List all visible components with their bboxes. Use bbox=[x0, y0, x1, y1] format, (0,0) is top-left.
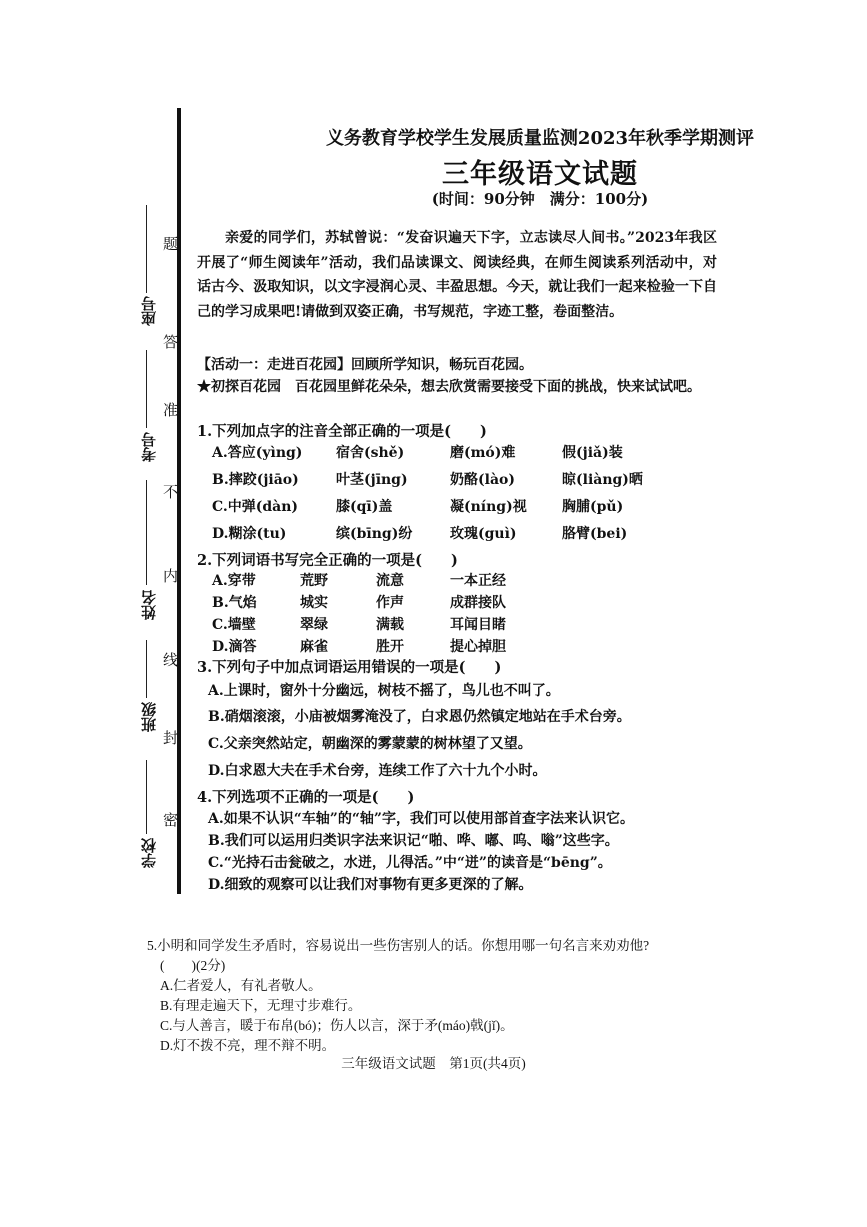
option-item: 假(jiǎ)装 bbox=[562, 445, 623, 461]
question-5-option-a: A.仁者爱人，有礼者敬人。 bbox=[160, 978, 322, 993]
option-item: 磨(mó)难 bbox=[450, 445, 516, 461]
exam-number-field[interactable] bbox=[146, 350, 147, 428]
option-item: 宿舍(shě) bbox=[336, 445, 405, 461]
school-field[interactable] bbox=[146, 760, 147, 834]
option-item: 成群接队 bbox=[450, 595, 506, 611]
option-item: 流意 bbox=[376, 573, 404, 589]
question-3-option-b: B.硝烟滚滚，小庙被烟雾淹没了，白求恩仍然镇定地站在手术台旁。 bbox=[208, 709, 631, 725]
question-4-option-a: A.如果不认识“车轴”的“轴”字，我们可以使用部首查字法来认识它。 bbox=[208, 811, 634, 827]
option-item: D.滴答 bbox=[212, 639, 257, 655]
question-4-option-c: C.“光持石击瓮破之，水迸，儿得活。”中“迸”的读音是“bēng”。 bbox=[208, 855, 612, 871]
option-item: A.穿带 bbox=[212, 573, 256, 589]
exam-time-score: (时间：90分钟 满分：100分) bbox=[431, 190, 649, 208]
class-label: 班级 bbox=[140, 702, 158, 732]
seal-token: 内 bbox=[161, 568, 179, 583]
activity-title: 【活动一：走进百花园】回顾所学知识，畅玩百花园。 bbox=[197, 357, 533, 373]
option-item: D.糊涂(tu) bbox=[212, 526, 287, 542]
activity-explore: ★初探百花园 百花园里鲜花朵朵，想去欣赏需要接受下面的挑战，快来试试吧。 bbox=[197, 379, 701, 395]
question-3-stem: 3.下列句子中加点词语运用错误的一项是( ) bbox=[197, 659, 502, 676]
seal-token: 不 bbox=[161, 484, 179, 499]
option-item: B.摔跤(jiāo) bbox=[212, 472, 299, 488]
option-item: 奶酪(lào) bbox=[450, 472, 515, 488]
option-item: 提心掉胆 bbox=[450, 639, 506, 655]
seal-token: 准 bbox=[161, 402, 179, 417]
seal-token: 答 bbox=[161, 334, 179, 349]
option-item: 晾(liàng)晒 bbox=[562, 472, 643, 488]
question-4-option-d: D.细致的观察可以让我们对事物有更多更深的了解。 bbox=[208, 877, 533, 893]
option-item: 叶茎(jīng) bbox=[336, 472, 408, 488]
option-item: A.答应(yìng) bbox=[212, 445, 303, 461]
option-item: 膝(qī)盖 bbox=[336, 499, 393, 515]
question-5-option-d: D.灯不拨不亮，理不辩不明。 bbox=[160, 1038, 336, 1053]
exam-series-title: 义务教育学校学生发展质量监测2023年秋季学期测评 bbox=[325, 128, 755, 149]
option-item: C.中弹(dàn) bbox=[212, 499, 299, 515]
option-item: 荒野 bbox=[300, 573, 328, 589]
exam-title: 三年级语文试题 bbox=[442, 159, 638, 190]
option-item: 耳闻目睹 bbox=[450, 617, 506, 633]
intro-paragraph: 亲爱的同学们，苏轼曾说：“发奋识遍天下字，立志读尽人间书。”2023年我区开展了“师生阅读年”活动，我们品读课文、阅读经典，在师生阅读系列活动中，对话古今、汲取知识，以文字浸润心灵、丰盈思想。今天，就让我们一起来检验一下自己的学习成果吧!请做到双姿正确，书写规范，字迹工整，卷面整洁。 bbox=[197, 230, 717, 320]
option-item: 胸脯(pǔ) bbox=[562, 499, 624, 515]
question-4-option-b: B.我们可以运用归类识字法来识记“啪、哗、嘟、呜、嗡”这些字。 bbox=[208, 833, 619, 849]
seal-token: 封 bbox=[161, 730, 179, 745]
question-5-stem: 5.小明和同学发生矛盾时，容易说出一些伤害别人的话。你想用哪一句名言来劝劝他? bbox=[147, 938, 650, 953]
question-1-stem: 1.下列加点字的注音全部正确的一项是( ) bbox=[197, 423, 487, 440]
option-item: 玫瑰(guì) bbox=[450, 526, 517, 542]
question-2-stem: 2.下列词语书写完全正确的一项是( ) bbox=[197, 552, 458, 569]
school-label: 学校 bbox=[140, 838, 158, 868]
question-5-option-b: B.有理走遍天下，无理寸步难行。 bbox=[160, 998, 362, 1013]
seat-number-label: 座号 bbox=[140, 296, 158, 326]
option-item: 作声 bbox=[376, 595, 404, 611]
seal-token: 线 bbox=[161, 652, 179, 667]
option-item: 胳臂(bei) bbox=[562, 526, 628, 542]
seat-number-field[interactable] bbox=[146, 205, 147, 293]
option-item: 凝(níng)视 bbox=[450, 499, 527, 515]
question-3-option-a: A.上课时，窗外十分幽远，树枝不摇了，鸟儿也不叫了。 bbox=[208, 683, 560, 699]
question-5-score: ( )(2分) bbox=[160, 958, 226, 973]
option-item: 一本正经 bbox=[450, 573, 506, 589]
question-4-stem: 4.下列选项不正确的一项是( ) bbox=[197, 789, 415, 806]
option-item: 缤(bīng)纷 bbox=[336, 526, 413, 542]
option-item: B.气焰 bbox=[212, 595, 257, 611]
option-item: C.墙壁 bbox=[212, 617, 256, 633]
seal-token: 题 bbox=[161, 236, 179, 251]
option-item: 翠绿 bbox=[300, 617, 328, 633]
name-label: 姓名 bbox=[140, 590, 158, 620]
option-item: 城实 bbox=[300, 595, 328, 611]
option-item: 满载 bbox=[376, 617, 404, 633]
seal-token: 密 bbox=[161, 812, 179, 827]
question-3-option-d: D.白求恩大夫在手术台旁，连续工作了六十九个小时。 bbox=[208, 763, 547, 779]
question-5-option-c: C.与人善言，暖于布帛(bó)；伤人以言，深于矛(máo)戟(jǐ)。 bbox=[160, 1018, 514, 1033]
name-field[interactable] bbox=[146, 480, 147, 585]
option-item: 胜开 bbox=[376, 639, 404, 655]
page-footer: 三年级语文试题 第1页(共4页) bbox=[341, 1056, 526, 1071]
class-field[interactable] bbox=[146, 640, 147, 698]
option-item: 麻雀 bbox=[300, 639, 328, 655]
exam-number-label: 考号 bbox=[140, 432, 158, 462]
question-3-option-c: C.父亲突然站定，朝幽深的雾蒙蒙的树林望了又望。 bbox=[208, 736, 532, 752]
binding-line bbox=[177, 108, 181, 894]
